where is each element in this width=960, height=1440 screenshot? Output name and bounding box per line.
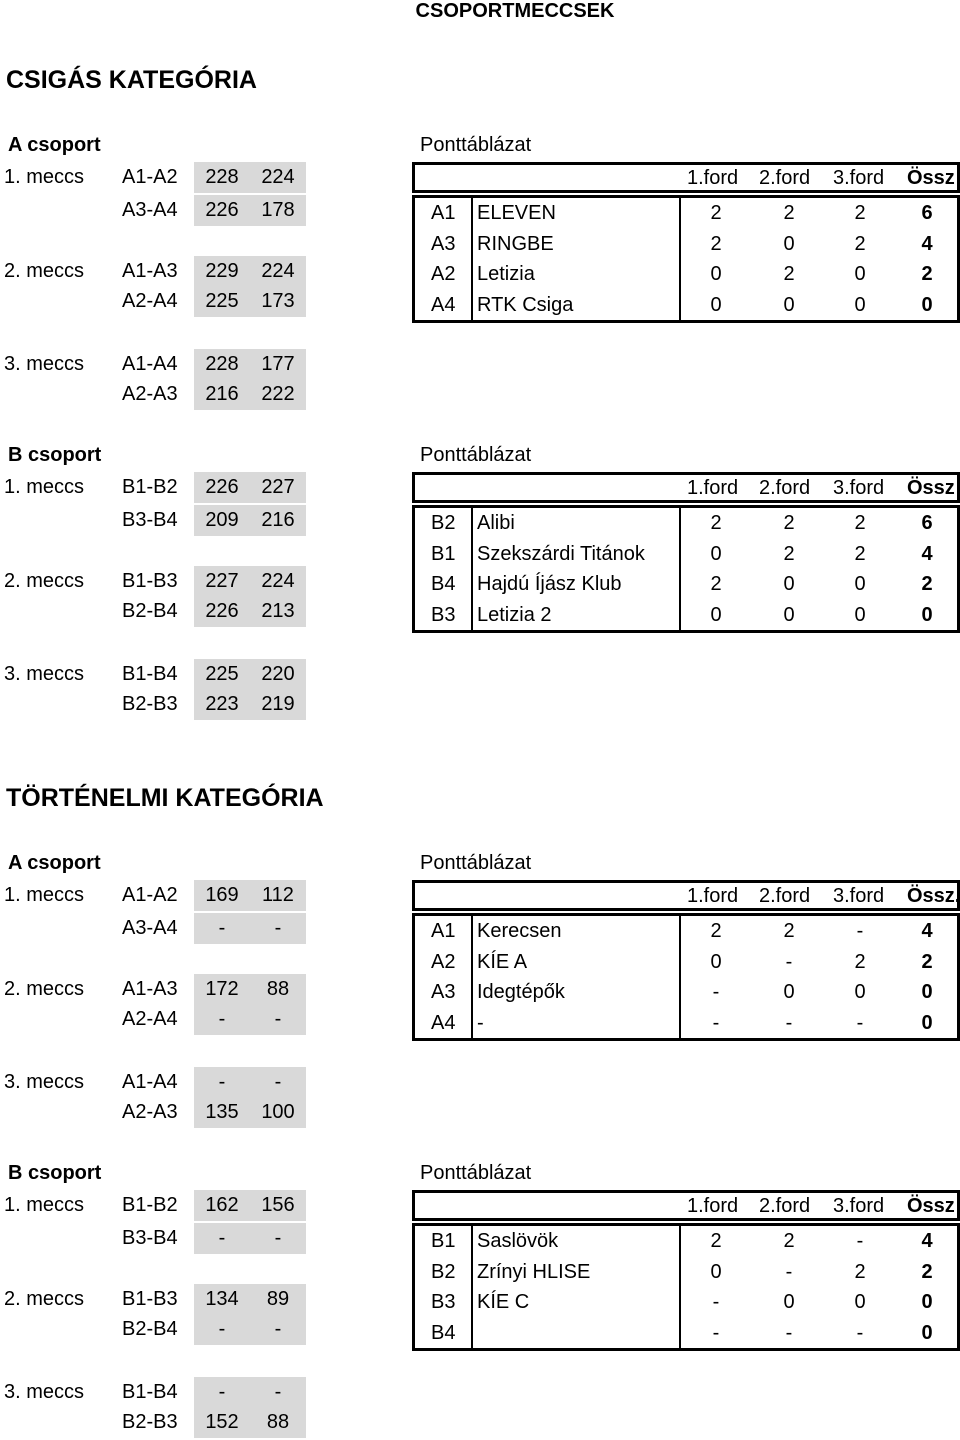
round-1-points: 0: [710, 542, 722, 565]
team-name: Saslövök: [477, 1230, 559, 1252]
total-points: 2: [921, 950, 933, 973]
match-pair: A1-A3: [122, 260, 178, 282]
match-score-2: -: [250, 1004, 306, 1035]
match-row: [0, 286, 320, 316]
match-score-2: -: [250, 913, 306, 944]
table-row: [415, 259, 957, 290]
points-table-label: Ponttáblázat: [420, 134, 532, 156]
match-label: 3. meccs: [4, 1071, 85, 1093]
match-score-2: 220: [250, 659, 306, 690]
match-row: [0, 162, 320, 192]
category-title: CSIGÁS KATEGÓRIA: [6, 66, 257, 94]
match-pair: A3-A4: [122, 917, 178, 939]
round-2-header: 2.ford: [759, 477, 811, 499]
match-label: 2. meccs: [4, 978, 85, 1000]
match-pair: A1-A3: [122, 978, 178, 1000]
round-3-points: 0: [854, 293, 866, 316]
round-1-header: 1.ford: [687, 1195, 739, 1217]
team-code: A1: [431, 202, 456, 224]
table-row: [415, 916, 957, 947]
team-name: KÍE A: [477, 950, 528, 973]
match-score-2: 100: [250, 1097, 306, 1128]
match-score-2: 88: [250, 1407, 306, 1438]
match-score-1: -: [194, 1004, 250, 1035]
match-score-2: 173: [250, 286, 306, 317]
total-header: Össz: [907, 1195, 955, 1217]
team-name: Zrínyi HLISE: [477, 1260, 591, 1283]
table-row: [415, 600, 957, 631]
match-score-2: 213: [250, 596, 306, 627]
round-2-points: 2: [783, 202, 795, 224]
round-1-points: 0: [710, 1260, 722, 1283]
team-name: Szekszárdi Titánok: [477, 542, 645, 565]
match-score-1: -: [194, 1314, 250, 1345]
team-name: RINGBE: [477, 232, 554, 255]
team-name: Idegtépők: [477, 981, 565, 1003]
total-points: 0: [921, 603, 933, 626]
match-pair: B2-B3: [122, 1411, 178, 1433]
points-table-label: Ponttáblázat: [420, 444, 532, 466]
match-score-1: 135: [194, 1097, 250, 1128]
points-table-label: Ponttáblázat: [420, 852, 532, 874]
points-table-label: Ponttáblázat: [420, 1162, 532, 1184]
team-code: B1: [431, 1230, 456, 1252]
total-header: Össz.: [907, 885, 960, 907]
match-row: [0, 659, 320, 689]
round-2-points: 0: [783, 981, 795, 1003]
match-score-1: 225: [194, 286, 250, 317]
round-3-points: 2: [854, 202, 866, 224]
total-points: 4: [921, 1230, 933, 1252]
group-heading: A csoport: [8, 134, 101, 156]
match-score-1: -: [194, 1067, 250, 1098]
team-name: Hajdú Íjász Klub: [477, 573, 622, 595]
round-2-points: 2: [783, 512, 795, 534]
match-pair: A3-A4: [122, 199, 178, 221]
match-pair: B3-B4: [122, 1227, 178, 1249]
team-name: Letizia 2: [477, 603, 552, 626]
round-2-header: 2.ford: [759, 167, 811, 189]
match-score-1: 226: [194, 472, 250, 503]
table-row: [415, 198, 957, 229]
match-row: [0, 974, 320, 1004]
team-code: B2: [431, 512, 456, 534]
match-score-1: 226: [194, 195, 250, 226]
group-heading: A csoport: [8, 852, 101, 874]
match-score-2: 219: [250, 689, 306, 720]
points-table-header: [412, 1190, 960, 1221]
match-score-2: 178: [250, 195, 306, 226]
round-3-points: -: [856, 1011, 864, 1034]
round-3-points: -: [856, 1230, 864, 1252]
match-row: [0, 1097, 320, 1127]
round-3-points: -: [856, 920, 864, 942]
table-row: [415, 1257, 957, 1288]
team-code: A4: [431, 293, 456, 316]
team-name: Kerecsen: [477, 920, 562, 942]
match-row: [0, 689, 320, 719]
team-code: B3: [431, 1291, 456, 1313]
round-2-points: 2: [783, 1230, 795, 1252]
match-score-2: 156: [250, 1190, 306, 1221]
match-score-2: 224: [250, 162, 306, 193]
round-1-points: -: [712, 1011, 720, 1034]
table-row: [415, 508, 957, 539]
points-table-header: [412, 880, 960, 911]
round-3-header: 3.ford: [833, 1195, 885, 1217]
round-2-points: 2: [783, 920, 795, 942]
team-name: -: [477, 1011, 484, 1034]
round-3-points: -: [856, 1321, 864, 1344]
round-2-points: 2: [783, 263, 795, 285]
match-score-2: -: [250, 1377, 306, 1408]
match-pair: A2-A3: [122, 1101, 178, 1123]
round-3-points: 0: [854, 263, 866, 285]
round-2-header: 2.ford: [759, 885, 811, 907]
round-3-points: 2: [854, 542, 866, 565]
team-name: Letizia: [477, 263, 535, 285]
round-2-points: 0: [783, 603, 795, 626]
team-code: B4: [431, 1321, 456, 1344]
team-code: B3: [431, 603, 456, 626]
round-2-points: -: [785, 1260, 793, 1283]
points-table-body: [412, 913, 960, 1041]
round-2-points: 2: [783, 542, 795, 565]
table-row: [415, 1287, 957, 1318]
team-code: A4: [431, 1011, 456, 1034]
match-row: [0, 349, 320, 379]
team-code: A3: [431, 232, 456, 255]
match-row: [0, 1004, 320, 1034]
round-2-points: -: [785, 950, 793, 973]
round-3-points: 2: [854, 950, 866, 973]
match-score-2: 224: [250, 566, 306, 597]
match-row: [0, 1314, 320, 1344]
match-score-2: 224: [250, 256, 306, 287]
category-title: TÖRTÉNELMI KATEGÓRIA: [6, 784, 324, 812]
match-pair: B2-B3: [122, 693, 178, 715]
round-2-header: 2.ford: [759, 1195, 811, 1217]
points-table-body: [412, 505, 960, 633]
match-label: 2. meccs: [4, 570, 85, 592]
total-points: 4: [921, 232, 933, 255]
round-1-points: -: [712, 1321, 720, 1344]
match-row: [0, 256, 320, 286]
total-points: 2: [921, 573, 933, 595]
match-score-1: 228: [194, 162, 250, 193]
match-pair: A2-A3: [122, 383, 178, 405]
total-points: 6: [921, 512, 933, 534]
match-score-2: 112: [250, 880, 306, 911]
match-pair: B1-B4: [122, 663, 178, 685]
round-2-points: 0: [783, 232, 795, 255]
table-row: [415, 1008, 957, 1039]
match-pair: A2-A4: [122, 290, 178, 312]
points-table-body: [412, 195, 960, 323]
match-pair: B2-B4: [122, 1318, 178, 1340]
match-label: 3. meccs: [4, 1381, 85, 1403]
round-3-points: 0: [854, 1291, 866, 1313]
match-label: 2. meccs: [4, 260, 85, 282]
match-score-1: 209: [194, 505, 250, 536]
team-name: RTK Csiga: [477, 293, 574, 316]
round-3-points: 2: [854, 512, 866, 534]
round-2-points: 0: [783, 293, 795, 316]
table-row: [415, 977, 957, 1008]
round-3-points: 0: [854, 603, 866, 626]
match-pair: A2-A4: [122, 1008, 178, 1030]
group-heading: B csoport: [8, 1162, 102, 1184]
match-pair: A1-A2: [122, 166, 178, 188]
match-score-1: -: [194, 1223, 250, 1254]
table-row: [415, 539, 957, 570]
match-row: [0, 566, 320, 596]
round-3-header: 3.ford: [833, 885, 885, 907]
match-row: [0, 880, 320, 910]
total-points: 0: [921, 1291, 933, 1313]
match-row: [0, 1284, 320, 1314]
match-row: [0, 195, 320, 225]
match-pair: B1-B3: [122, 1288, 178, 1310]
group-heading: B csoport: [8, 444, 102, 466]
match-pair: B1-B2: [122, 476, 178, 498]
match-row: [0, 1407, 320, 1437]
match-row: [0, 505, 320, 535]
team-name: Alibi: [477, 512, 515, 534]
round-2-points: 0: [783, 573, 795, 595]
round-1-points: 2: [710, 512, 722, 534]
round-3-header: 3.ford: [833, 167, 885, 189]
round-1-points: -: [712, 1291, 720, 1313]
match-row: [0, 913, 320, 943]
total-points: 4: [921, 542, 933, 565]
match-pair: A1-A4: [122, 1071, 178, 1093]
round-1-points: 2: [710, 920, 722, 942]
match-row: [0, 1377, 320, 1407]
team-name: KÍE C: [477, 1291, 530, 1313]
round-1-points: 2: [710, 1230, 722, 1252]
match-score-1: 162: [194, 1190, 250, 1221]
match-row: [0, 596, 320, 626]
match-score-1: -: [194, 1377, 250, 1408]
match-score-2: -: [250, 1223, 306, 1254]
round-1-points: 2: [710, 573, 722, 595]
match-label: 1. meccs: [4, 166, 85, 188]
match-score-1: 134: [194, 1284, 250, 1315]
match-score-1: 223: [194, 689, 250, 720]
match-row: [0, 472, 320, 502]
points-table-header: [412, 162, 960, 193]
round-1-points: 2: [710, 202, 722, 224]
match-score-1: 216: [194, 379, 250, 410]
team-code: A1: [431, 920, 456, 942]
match-label: 1. meccs: [4, 884, 85, 906]
table-row: [415, 947, 957, 978]
match-pair: B3-B4: [122, 509, 178, 531]
table-row: [415, 229, 957, 260]
match-score-1: 169: [194, 880, 250, 911]
round-1-points: 2: [710, 232, 722, 255]
match-score-2: 216: [250, 505, 306, 536]
round-1-points: 0: [710, 950, 722, 973]
total-points: 0: [921, 293, 933, 316]
match-score-2: 177: [250, 349, 306, 380]
team-code: A3: [431, 981, 456, 1003]
points-table-header: [412, 472, 960, 503]
round-2-points: 0: [783, 1291, 795, 1313]
match-score-2: 89: [250, 1284, 306, 1315]
match-row: [0, 379, 320, 409]
match-score-1: 229: [194, 256, 250, 287]
round-3-points: 2: [854, 1260, 866, 1283]
team-code: A2: [431, 263, 456, 285]
match-score-1: 226: [194, 596, 250, 627]
match-pair: B1-B3: [122, 570, 178, 592]
round-1-points: 0: [710, 603, 722, 626]
match-score-2: -: [250, 1314, 306, 1345]
match-pair: B1-B4: [122, 1381, 178, 1403]
total-points: 4: [921, 920, 933, 942]
total-points: 0: [921, 1321, 933, 1344]
round-2-points: -: [785, 1321, 793, 1344]
round-1-header: 1.ford: [687, 477, 739, 499]
team-code: B4: [431, 573, 456, 595]
round-2-points: -: [785, 1011, 793, 1034]
match-label: 3. meccs: [4, 353, 85, 375]
match-pair: B2-B4: [122, 600, 178, 622]
match-label: 1. meccs: [4, 476, 85, 498]
match-score-1: 228: [194, 349, 250, 380]
team-code: B1: [431, 542, 456, 565]
team-name: ELEVEN: [477, 202, 556, 224]
total-points: 2: [921, 263, 933, 285]
round-3-points: 0: [854, 573, 866, 595]
table-row: [415, 1318, 957, 1349]
match-pair: A1-A4: [122, 353, 178, 375]
table-row: [415, 290, 957, 321]
round-3-points: 2: [854, 232, 866, 255]
match-row: [0, 1190, 320, 1220]
match-label: 2. meccs: [4, 1288, 85, 1310]
match-score-2: -: [250, 1067, 306, 1098]
page-title: CSOPORTMECCSEK: [415, 0, 615, 22]
total-header: Össz: [907, 477, 955, 499]
total-points: 2: [921, 1260, 933, 1283]
round-1-points: 0: [710, 263, 722, 285]
round-3-points: 0: [854, 981, 866, 1003]
match-label: 1. meccs: [4, 1194, 85, 1216]
table-row: [415, 1226, 957, 1257]
match-score-1: 152: [194, 1407, 250, 1438]
match-score-1: 227: [194, 566, 250, 597]
round-1-points: -: [712, 981, 720, 1003]
total-points: 0: [921, 981, 933, 1003]
table-row: [415, 569, 957, 600]
match-pair: B1-B2: [122, 1194, 178, 1216]
team-code: A2: [431, 950, 456, 973]
match-score-1: -: [194, 913, 250, 944]
match-row: [0, 1223, 320, 1253]
round-1-header: 1.ford: [687, 885, 739, 907]
round-3-header: 3.ford: [833, 477, 885, 499]
round-1-points: 0: [710, 293, 722, 316]
match-pair: A1-A2: [122, 884, 178, 906]
team-code: B2: [431, 1260, 456, 1283]
match-score-1: 225: [194, 659, 250, 690]
total-header: Össz: [907, 167, 955, 189]
match-score-1: 172: [194, 974, 250, 1005]
match-label: 3. meccs: [4, 663, 85, 685]
total-points: 0: [921, 1011, 933, 1034]
match-score-2: 222: [250, 379, 306, 410]
points-table-body: [412, 1223, 960, 1351]
match-score-2: 88: [250, 974, 306, 1005]
total-points: 6: [921, 202, 933, 224]
match-score-2: 227: [250, 472, 306, 503]
match-row: [0, 1067, 320, 1097]
round-1-header: 1.ford: [687, 167, 739, 189]
